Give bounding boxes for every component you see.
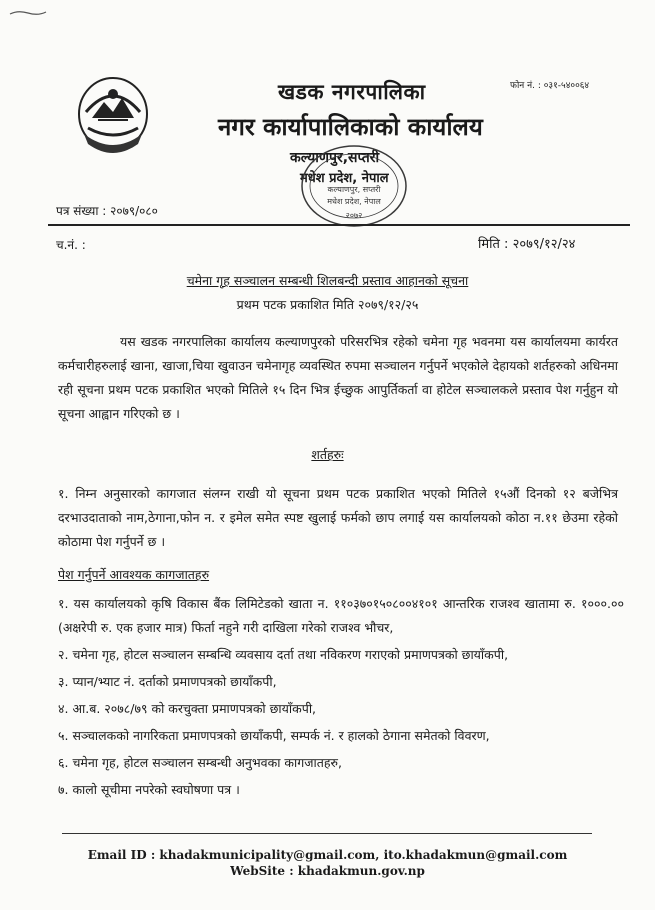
notice-title: चमेना गृह सञ्चालन सम्बन्धी शिलबन्दी प्रस्ताव आहानको सूचना	[186, 273, 469, 288]
required-documents-heading: पेश गर्नुपर्ने आवश्यक कागजातहरु	[58, 567, 210, 582]
nepal-emblem-logo	[74, 72, 152, 160]
dispatch-number: च.नं. :	[56, 238, 86, 252]
notice-subtitle: प्रथम पटक प्रकाशित मिति २०७९/१२/२५	[236, 297, 419, 312]
letter-number: पत्र संख्या : २०७९/०८०	[56, 204, 158, 218]
list-item: ४. आ.ब. २०७८/७९ को करचुक्ता प्रमाणपत्रको छायाँकपी,	[58, 701, 317, 716]
conditions-heading: शर्तहरुः	[311, 447, 344, 462]
list-item: १. यस कार्यालयको कृषि विकास बैंक लिमिटेडको खाता न. ११०३७०१५०८००४१०१ आन्तरिक राजश्व खातामा रु. १०००.०० (अक्षरेपी रु. एक हजार मात्र) फिर्ता नहुने गरी दाखिला गरेको राजश्व भौचर,	[58, 596, 624, 635]
footer-website: WebSite : khadakmun.gov.np	[230, 864, 425, 878]
stamp-line-2: मधेश प्रदेश, नेपाल	[327, 197, 381, 206]
list-item: ५. सञ्चालकको नागरिकता प्रमाणपत्रको छायाँकपी, सम्पर्क नं. र हालको ठेगाना समेतको विवरण,	[58, 728, 490, 743]
stamp-year: २०७२	[345, 211, 363, 220]
condition-1: १. निम्न अनुसारको कागजात संलग्न राखी यो सूचना प्रथम पटक प्रकाशित भएको मितिले १५औं दिनको १२ बजेभित्र दरभाउदाताको नाम,ठेगाना,फोन न. र इमेल समेत स्पष्ट खुलाई फर्मको छाप लगाई यस कार्यालयको कोठा न.११ छेउमा रहेको कोठामा पेश गर्नुपर्ने छ ।	[58, 486, 618, 549]
list-item: ६. चमेना गृह, होटल सञ्चालन सम्बन्धी अनुभवका कागजातहरु,	[58, 755, 342, 770]
list-item: ७. कालो सूचीमा नपरेको स्वघोषणा पत्र ।	[58, 782, 240, 797]
header-divider	[48, 224, 630, 226]
office-province: मधेश प्रदेश, नेपाल	[300, 171, 389, 186]
required-documents-list	[58, 592, 624, 805]
office-location: कल्याणपुर,सप्तरी	[290, 150, 380, 166]
pen-mark	[8, 8, 48, 18]
municipality-name: खडक नगरपालिका	[278, 80, 426, 104]
list-item: ३. प्यान/भ्याट नं. दर्ताको प्रमाणपत्रको छायाँकपी,	[58, 674, 277, 689]
footer-email: Email ID : khadakmunicipality@gmail.com, ito.khadakmun@gmail.com	[87, 848, 568, 862]
office-stamp	[292, 140, 412, 232]
intro-paragraph: यस खडक नगरपालिका कार्यालय कल्याणपुरको परिसरभित्र रहेको चमेना गृह भवनमा यस कार्यालयमा कार्यरत कर्मचारीहरुलाई खाना, खाजा,चिया खुवाउन चमेनागृह व्यवस्थित रुपमा सञ्चालन गर्नुपर्ने भएकोले देहायको शर्तहरुको अधिनमा रही सूचना प्रथम पटक प्रकाशित भएको मितिले १५ दिन भित्र ईच्छुक आपुर्तिकर्ता वा होटेल सञ्चालकले प्रस्ताव पेश गर्नुहुन यो सूचना आह्वान गरिएको छ ।	[58, 334, 618, 421]
stamp-line-1: कल्याणपुर, सप्तरी	[327, 185, 381, 194]
letter-date: मिति : २०७९/१२/२४	[478, 237, 576, 252]
office-name: नगर कार्यापालिकाको कार्यालय	[218, 113, 483, 141]
footer-divider	[62, 833, 592, 834]
list-item: २. चमेना गृह, होटल सञ्चालन सम्बन्धि व्यवसाय दर्ता तथा नविकरण गराएको प्रमाणपत्रको छायाँकपी,	[58, 647, 509, 662]
phone-number: फोन नं. : ०३१-५४००६४	[510, 81, 590, 91]
